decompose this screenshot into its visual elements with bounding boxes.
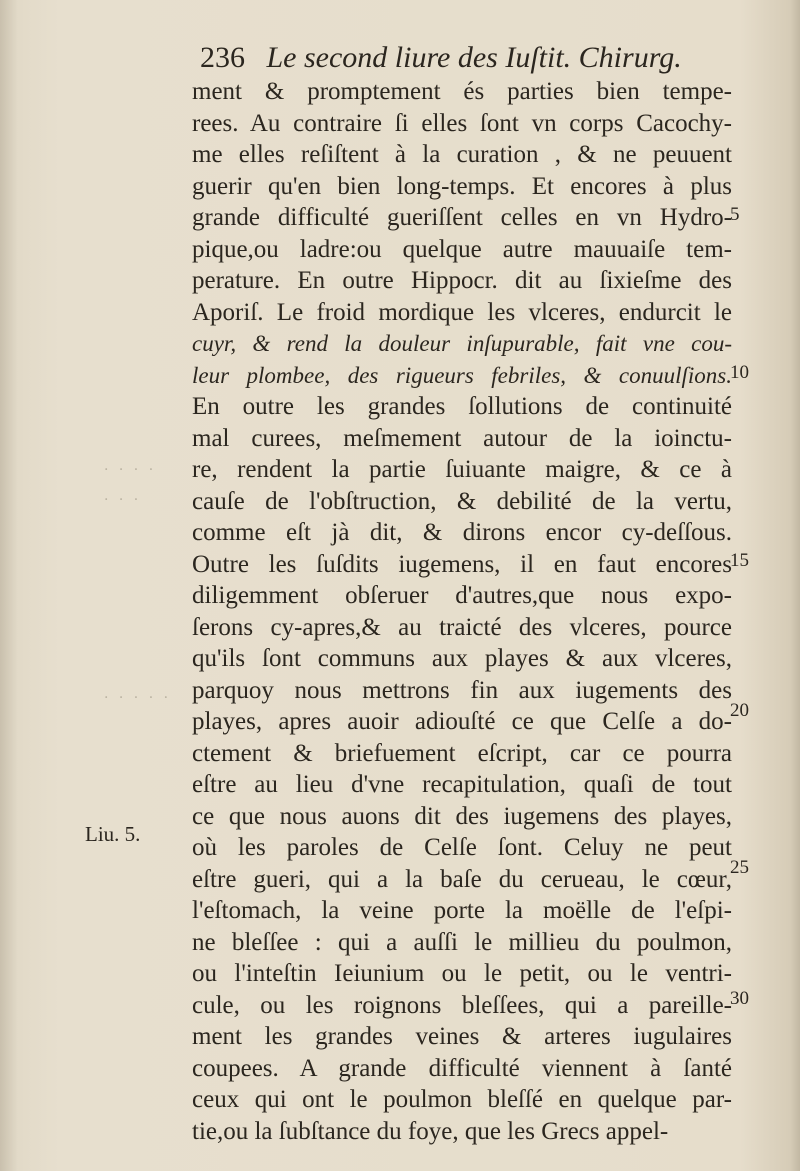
- text-line: re, rendent la partie ſuiuante maigre, & ce à: [192, 456, 732, 483]
- text-block: [192, 76, 732, 1147]
- text-line: En outre les grandes ſollutions de continuité: [192, 393, 732, 420]
- line-number-25: 25: [730, 857, 749, 878]
- line-number-15: 15: [730, 550, 749, 571]
- text-line: qu'ils ſont communs aux playes & aux vlceres,: [192, 645, 732, 672]
- text-line: perature. En outre Hippocr. dit au ſixieſme des: [192, 267, 732, 294]
- text-line: ctement & briefuement eſcript, car ce pourra: [192, 739, 732, 767]
- text-line: playes, apres auoir adiouſté ce que Celſe a do-: [192, 708, 732, 735]
- text-line: où les paroles de Celſe ſont. Celuy ne peut: [192, 834, 732, 861]
- page-header: [200, 40, 720, 76]
- text-line: grande difficulté gueriſſent celles en vn Hydro-: [192, 204, 732, 231]
- text-line-italic: cuyr, & rend la douleur inſupurable, fait vne cou-: [192, 331, 732, 356]
- line-number-10: 10: [730, 362, 749, 383]
- text-line: me elles reſiſtent à la curation , & ne peuuent: [192, 141, 732, 168]
- text-line-italic: leur plombee, des rigueurs febriles, & conuulſions.: [192, 362, 732, 388]
- text-line: ſerons cy-apres,& au traicté des vlceres, pource: [192, 613, 732, 641]
- running-title: Le second liure des Iuſtit. Chirurg.: [266, 41, 682, 74]
- text-line: ce que nous auons dit des iugemens des playes,: [192, 802, 732, 830]
- text-line: ou l'inteſtin Ieiunium ou le petit, ou le ventri-: [192, 960, 732, 987]
- text-line: Aporiſ. Le froid mordique les vlceres, endurcit le: [192, 298, 732, 326]
- margin-note: Liu. 5.: [85, 822, 141, 846]
- text-line: rees. Au contraire ſi elles ſont vn corps Cacochy-: [192, 109, 732, 137]
- text-line: ne bleſſee : qui a auſſi le millieu du poulmon,: [192, 928, 732, 956]
- line-number-30: 30: [730, 988, 749, 1009]
- bleed-through-mark: · · ·: [104, 492, 142, 508]
- text-line: pique,ou ladre:ou quelque autre mauuaiſe tem-: [192, 235, 732, 263]
- text-line: parquoy nous mettrons fin aux iugements des: [192, 676, 732, 704]
- text-line: Outre les ſuſdits iugemens, il en faut encores: [192, 550, 732, 578]
- text-line: cauſe de l'obſtruction, & debilité de la vertu,: [192, 487, 732, 515]
- text-line: tie,ou la ſubſtance du foye, que les Grecs appel-: [192, 1117, 669, 1145]
- text-line: l'eſtomach, la veine porte la moëlle de l'eſpi-: [192, 897, 732, 924]
- text-line: comme eſt jà dit, & dirons encor cy-deſſous.: [192, 519, 732, 546]
- text-line: ceux qui ont le poulmon bleſſé en quelque par-: [192, 1086, 732, 1113]
- page-number: 236: [200, 41, 245, 74]
- bleed-through-mark: · · · ·: [104, 462, 157, 478]
- text-line: ment & promptement és parties bien tempe-: [192, 78, 732, 105]
- text-line: eſtre gueri, qui a la baſe du cerueau, le cœur,: [192, 865, 732, 893]
- bleed-through-mark: · · · · ·: [104, 690, 172, 706]
- text-line: coupees. A grande difficulté viennent à ſanté: [192, 1054, 732, 1082]
- text-line: guerir qu'en bien long-temps. Et encores à plus: [192, 172, 732, 200]
- text-line: cule, ou les roignons bleſſees, qui a pareille-: [192, 991, 732, 1019]
- line-number-5: 5: [730, 204, 740, 225]
- text-line: mal curees, meſmement autour de la ioinctu-: [192, 424, 732, 452]
- text-line: diligemment obſeruer d'autres,que nous expo-: [192, 582, 732, 609]
- text-line: eſtre au lieu d'vne recapitulation, quaſi de tout: [192, 771, 732, 798]
- line-number-20: 20: [730, 700, 749, 721]
- text-line: ment les grandes veines & arteres iugulaires: [192, 1023, 732, 1050]
